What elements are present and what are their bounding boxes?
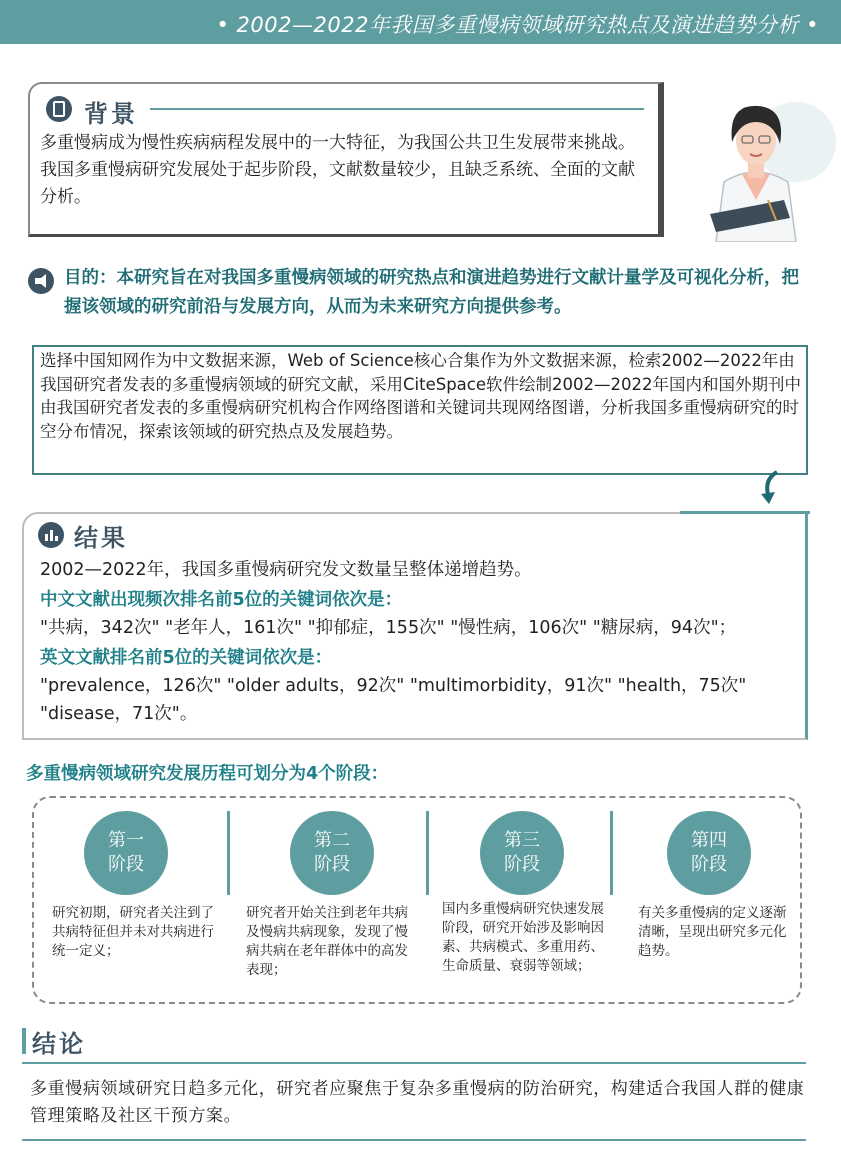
stage-2-text: 研究者开始关注到老年共病及慢病共病现象，发现了慢病共病在老年群体中的高发表现； [246, 905, 408, 978]
en-keywords-line-1: "prevalence，126次" "older adults，92次" "multimorbidity，91次" "health，75次" [40, 676, 747, 696]
megaphone-icon [28, 268, 54, 294]
stages-heading: 多重慢病领域研究发展历程可划分为4个阶段： [26, 764, 389, 784]
stage-3-badge [480, 811, 564, 895]
stage-divider [610, 811, 613, 895]
stage-1-text: 研究初期，研究者关注到了共病特征但并未对共病进行统一定义； [52, 905, 214, 959]
stage-3-text: 国内多重慢病研究快速发展阶段，研究开始涉及影响因素、共病模式、多重用药、生命质量、衰弱等领域； [442, 901, 604, 974]
en-keywords-line-2: "disease，71次"。 [40, 704, 198, 724]
stage-4-label-2: 阶段 [691, 854, 727, 875]
background-title-rule [150, 108, 644, 110]
methods-text: 选择中国知网作为中文数据来源，Web of Science核心合集作为外文数据来源，检索2002—2022年由我国研究者发表的多重慢病领域的研究文献，采用CiteSpace软件绘制2002—2022年国内和国外期刊中由我国研究者发表的多重慢病研究机构合作网络图谱和关键词共现网络图谱，分析我国多重慢病研究的时空分布情况，探索该领域的研究热点及发展趋势。 [40, 351, 801, 441]
cn-keywords: "共病，342次" "老年人，161次" "抑郁症，155次" "慢性病，106次" "糖尿病，94次"； [40, 618, 737, 638]
stage-3-label-1: 第三 [504, 830, 540, 851]
stage-4-label-1: 第四 [691, 830, 727, 851]
results-accent-bar [680, 511, 810, 514]
stage-1-badge [84, 811, 168, 895]
conclusion-title: 结论 [32, 1030, 86, 1058]
stage-2-label-2: 阶段 [314, 854, 350, 875]
results-title: 结果 [74, 524, 128, 552]
stage-4-badge [667, 811, 751, 895]
conclusion-rule [22, 1062, 806, 1064]
stage-2-label-1: 第二 [314, 830, 350, 851]
conclusion-text: 多重慢病领域研究日趋多元化，研究者应聚焦于复杂多重慢病的防治研究，构建适合我国人群的健康管理策略及社区干预方案。 [30, 1079, 805, 1126]
stage-2-badge [290, 811, 374, 895]
purpose-text: 目的：本研究旨在对我国多重慢病领域的研究热点和演进趋势进行文献计量学及可视化分析，把握该领域的研究前沿与发展方向，从而为未来研究方向提供参考。 [64, 268, 799, 317]
chart-icon [38, 522, 64, 548]
curved-arrow-icon [757, 470, 783, 506]
stage-4-text: 有关多重慢病的定义逐渐清晰，呈现出研究多元化趋势。 [638, 905, 787, 959]
conclusion-accent-bar [22, 1028, 26, 1054]
conclusion-rule [22, 1139, 806, 1141]
stage-3-label-2: 阶段 [504, 854, 540, 875]
cn-keywords-heading: 中文文献出现频次排名前5位的关键词依次是： [40, 590, 403, 610]
background-text: 多重慢病成为慢性疾病病程发展中的一大特征，为我国公共卫生发展带来挑战。我国多重慢病研究发展处于起步阶段，文献数量较少，且缺乏系统、全面的文献分析。 [40, 133, 635, 207]
stage-divider [227, 811, 230, 895]
results-summary: 2002—2022年，我国多重慢病研究发文数量呈整体递增趋势。 [40, 560, 532, 580]
background-title: 背景 [84, 100, 138, 128]
clipboard-icon [46, 96, 72, 122]
page-title: • 2002—2022年我国多重慢病领域研究热点及演进趋势分析 • [216, 13, 819, 37]
stage-1-label-1: 第一 [108, 830, 144, 851]
doctor-illustration [676, 82, 836, 242]
stage-divider [426, 811, 429, 895]
header-banner [0, 0, 841, 44]
en-keywords-heading: 英文文献排名前5位的关键词依次是： [40, 648, 333, 668]
stage-1-label-2: 阶段 [108, 854, 144, 875]
